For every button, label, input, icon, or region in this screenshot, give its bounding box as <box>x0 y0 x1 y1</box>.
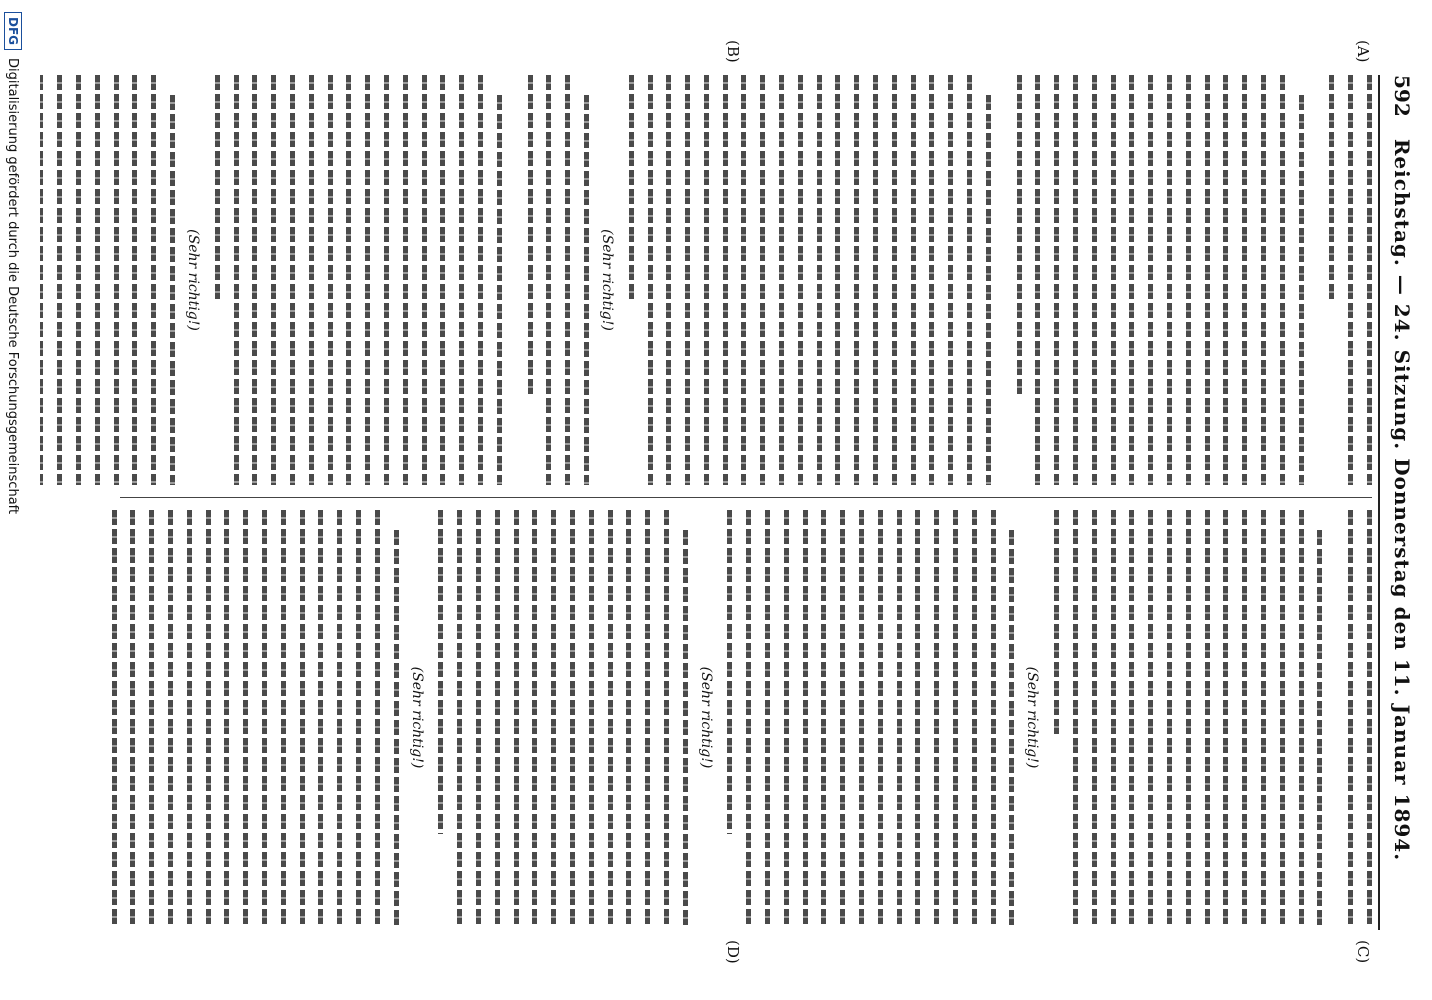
column-divider <box>120 497 1372 498</box>
right-text-column <box>40 510 1372 925</box>
left-text-column <box>40 75 1372 485</box>
interjection: (Sehr richtig!) <box>1024 666 1041 769</box>
header-rule <box>1378 75 1380 930</box>
interjection: (Sehr richtig!) <box>697 666 714 769</box>
interjection: (Sehr richtig!) <box>598 229 615 331</box>
margin-marker-d: (D) <box>724 940 742 964</box>
page-number: 592 <box>1390 75 1414 117</box>
digitization-credit <box>0 0 26 1000</box>
page-header <box>1384 75 1414 925</box>
margin-marker-a: (A) <box>1354 40 1372 63</box>
margin-marker-c: (C) <box>1354 940 1372 964</box>
dfg-logo: DFG <box>4 12 22 50</box>
running-title: Reichstag. — 24. Sitzung. Donnerstag den 11. Januar 1894. <box>1390 138 1414 862</box>
interjection: (Sehr richtig!) <box>184 229 201 331</box>
interjection: (Sehr richtig!) <box>408 666 425 769</box>
margin-marker-b: (B) <box>724 40 742 63</box>
credit-text: Digitalisierung gefördert durch die Deutsche Forschungsgemeinschaft <box>5 58 21 515</box>
